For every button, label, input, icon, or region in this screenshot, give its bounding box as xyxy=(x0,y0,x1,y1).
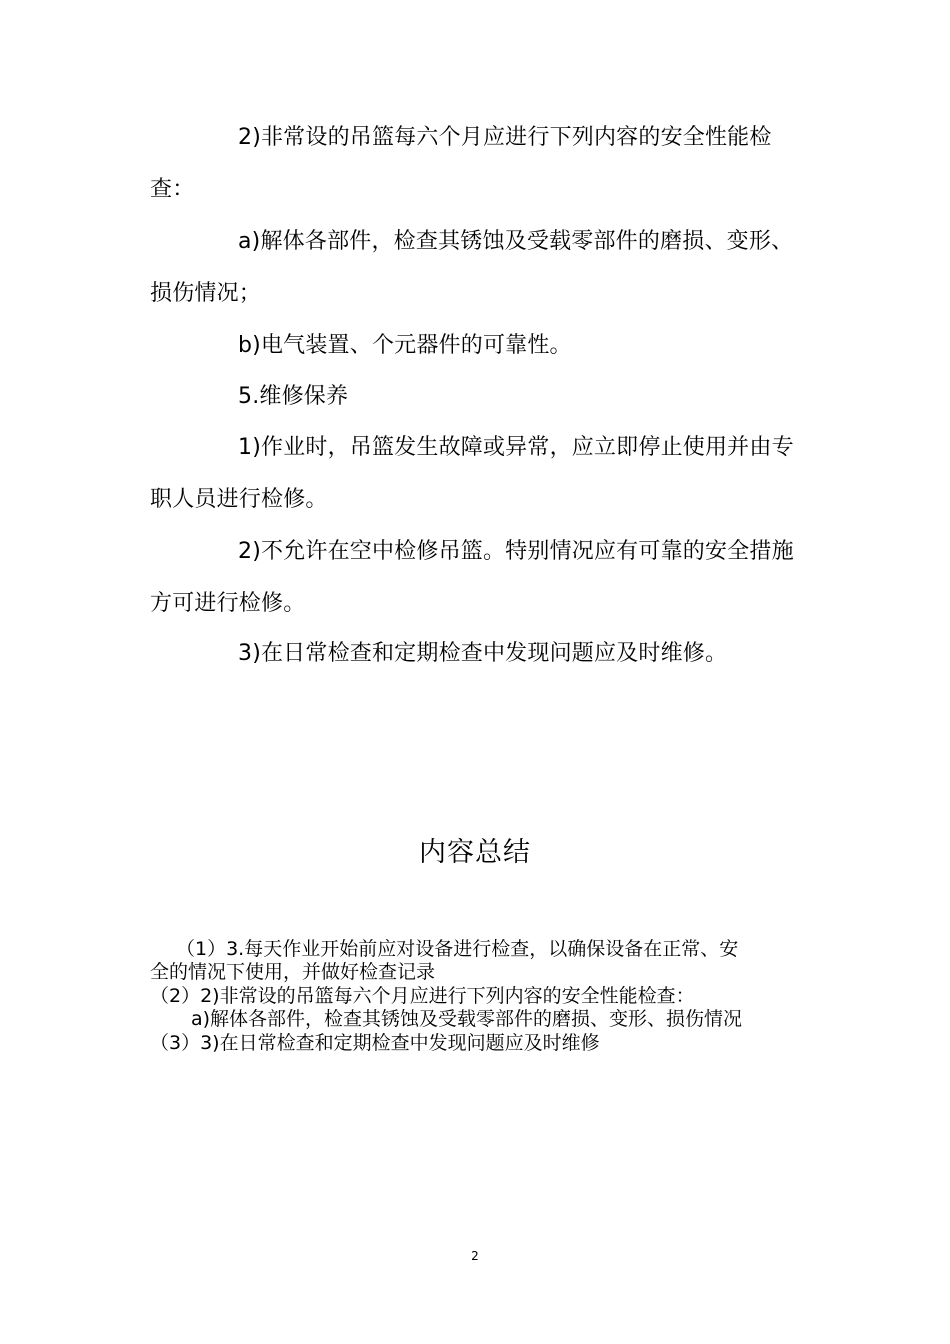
summary-line: （3）3)在日常检查和定期检查中发现问题应及时维修 xyxy=(150,1032,600,1054)
summary-line: a)解体各部件，检查其锈蚀及受载零部件的磨损、变形、损伤情况 xyxy=(191,1008,743,1030)
body-line: 1)作业时，吊篮发生故障或异常，应立即停止使用并由专 xyxy=(238,435,794,460)
body-line: 方可进行检修。 xyxy=(150,591,306,616)
body-line: 职人员进行检修。 xyxy=(150,487,328,512)
body-line: 查： xyxy=(150,177,195,202)
page-number: 2 xyxy=(471,1249,479,1263)
body-line: 损伤情况； xyxy=(150,281,262,306)
body-line: b)电气装置、个元器件的可靠性。 xyxy=(238,333,572,358)
summary-line: （1）3.每天作业开始前应对设备进行检查，以确保设备在正常、安 xyxy=(176,938,739,960)
summary-title: 内容总结 xyxy=(419,837,531,868)
section-heading: 5.维修保养 xyxy=(238,384,349,409)
body-line: 3)在日常检查和定期检查中发现问题应及时维修。 xyxy=(238,641,728,666)
body-line: a)解体各部件，检查其锈蚀及受载零部件的磨损、变形、 xyxy=(238,229,794,254)
body-line: 2)不允许在空中检修吊篮。特别情况应有可靠的安全措施 xyxy=(238,539,794,564)
summary-line: （2）2)非常设的吊篮每六个月应进行下列内容的安全性能检查： xyxy=(150,985,695,1007)
summary-line: 全的情况下使用，并做好检查记录 xyxy=(150,961,436,983)
body-line: 2)非常设的吊篮每六个月应进行下列内容的安全性能检 xyxy=(238,125,772,150)
